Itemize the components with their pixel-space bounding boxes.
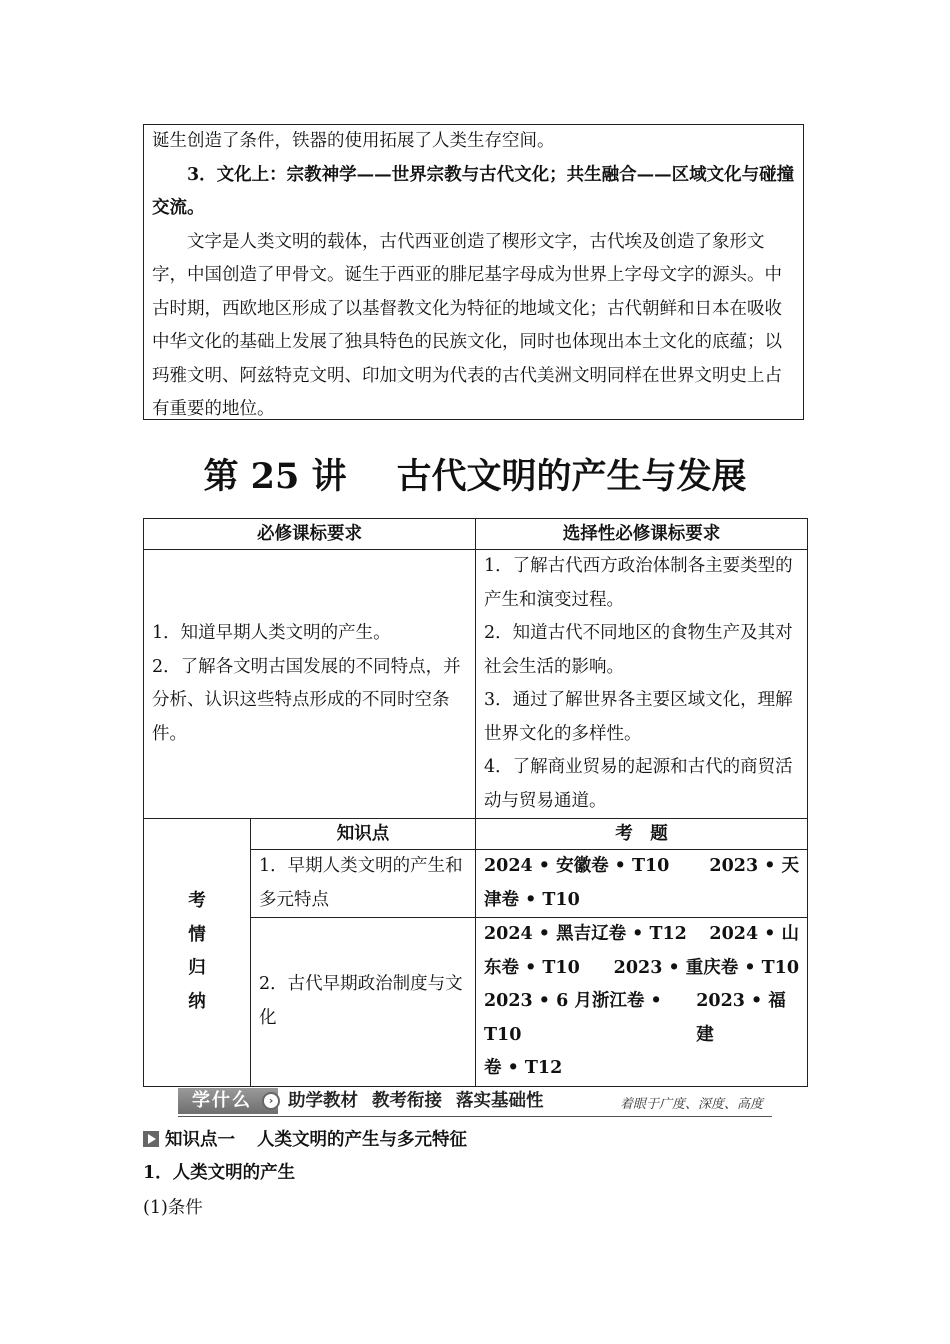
- header-exam: 考 题: [476, 819, 808, 850]
- box-point-3: 3．文化上：宗教神学——世界宗教与古代文化；共生融合——区域文化与碰撞交流。: [152, 164, 795, 218]
- exam-cell-1: [476, 850, 808, 918]
- continuation-box: [143, 124, 804, 420]
- page-title: [0, 452, 950, 502]
- knowledge-point-heading: [143, 1127, 467, 1153]
- elective-item: 4．了解商业贸易的起源和古代的商贸活动与贸易通道。: [484, 757, 793, 811]
- elective-item: 1．了解古代西方政治体制各主要类型的产生和演变过程。: [484, 556, 793, 610]
- knowledge-point-2: 2．古代早期政治制度与文化: [251, 918, 476, 1087]
- section-banner: [178, 1086, 772, 1118]
- exam-ref: 2024 • 山: [709, 924, 799, 944]
- box-line: 诞生创造了条件，铁器的使用拓展了人类生存空间。: [152, 131, 555, 151]
- banner-tag: 学什么: [178, 1088, 278, 1114]
- header-elective: 选择性必修课标要求: [476, 519, 808, 550]
- header-knowledge-point: 知识点: [251, 819, 476, 850]
- elective-item: 2．知道古代不同地区的食物生产及其对社会生活的影响。: [484, 623, 793, 677]
- banner-item: 教考衔接: [372, 1091, 442, 1111]
- exam-summary-label: [144, 819, 251, 1087]
- lecture-name: 古代文明的产生与发展: [396, 456, 747, 497]
- required-item: 2．了解各文明古国发展的不同特点，并分析、认识这些特点形成的不同时空条件。: [152, 656, 461, 744]
- banner-items: [288, 1088, 558, 1114]
- exam-ref: 津卷 • T10: [484, 889, 580, 910]
- elective-item: 3．通过了解世界各主要区域文化，理解世界文化的多样性。: [484, 690, 793, 744]
- knowledge-point-title: 人类文明的产生与多元特征: [257, 1130, 467, 1150]
- banner-slogan: 着眼于广度、深度、高度: [620, 1097, 764, 1112]
- header-required: 必修课标要求: [144, 519, 476, 550]
- label-char: 纳: [188, 991, 206, 1012]
- exam-ref: 卷 • T12: [484, 1058, 563, 1078]
- elective-cell: [476, 550, 808, 819]
- banner-item: 助学教材: [288, 1091, 358, 1111]
- exam-cell-2: [476, 918, 808, 1087]
- knowledge-point-1: 1．早期人类文明的产生和多元特点: [251, 850, 476, 918]
- subheading: 1．人类文明的产生: [143, 1163, 296, 1183]
- exam-ref: 2023 • 6 月浙江卷 • T10: [484, 991, 662, 1045]
- exam-ref: 2023 • 天: [709, 856, 799, 876]
- required-cell: [144, 550, 476, 819]
- exam-ref: 2023 • 重庆卷 • T10: [613, 957, 799, 978]
- arrow-right-icon: ›: [262, 1092, 280, 1110]
- label-char: 情: [188, 924, 206, 945]
- exam-ref: 东卷 • T10: [484, 957, 580, 978]
- label-char: 考: [188, 891, 206, 912]
- requirements-table: [143, 518, 808, 1087]
- lecture-number: 第 25 讲: [203, 456, 347, 497]
- exam-ref: 2023 • 福建: [696, 991, 786, 1045]
- label-char: 归: [188, 958, 206, 979]
- exam-ref: 2024 • 安徽卷 • T10: [484, 856, 670, 876]
- knowledge-point-label: 知识点一: [165, 1130, 235, 1150]
- play-marker-icon: [143, 1131, 159, 1147]
- banner-divider: [178, 1116, 772, 1117]
- subheading-item: (1)条件: [143, 1198, 203, 1218]
- required-item: 1．知道早期人类文明的产生。: [152, 623, 391, 643]
- box-paragraph: 文字是人类文明的载体，古代西亚创造了楔形文字，古代埃及创造了象形文字，中国创造了甲骨文。诞生于西亚的腓尼基字母成为世界上字母文字的源头。中古时期，西欧地区形成了以基督教文化为特征的地域文化；古代朝鲜和日本在吸收中华文化的基础上发展了独具特色的民族文化，同时也体现出本土文化的底蕴；以玛雅文明、阿兹特克文明、印加文明为代表的古代美洲文明同样在世界文明史上占有重要的地位。: [152, 231, 782, 419]
- banner-item: 落实基础性: [456, 1091, 544, 1111]
- exam-ref: 2024 • 黑吉辽卷 • T12: [484, 924, 687, 944]
